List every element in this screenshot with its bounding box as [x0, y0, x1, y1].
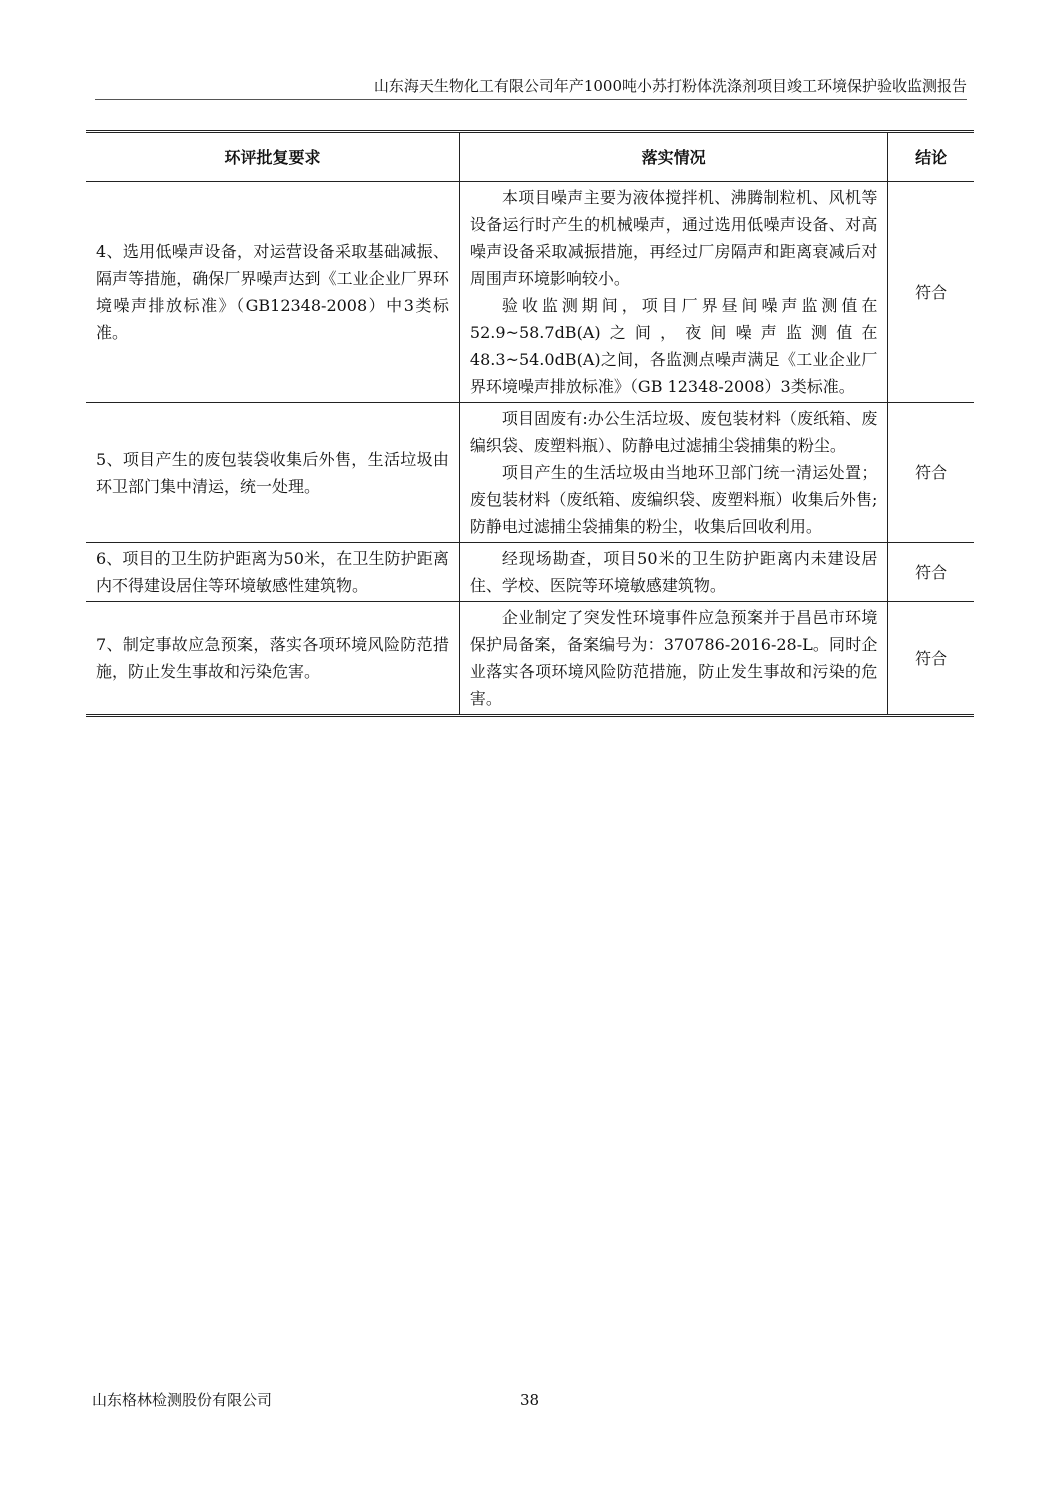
implementation-cell: [459, 602, 887, 716]
result-cell: 符合: [888, 182, 974, 403]
implementation-cell: [459, 403, 887, 543]
requirement-cell: 7、制定事故应急预案，落实各项环境风险防范措施，防止发生事故和污染危害。: [86, 602, 459, 716]
implementation-cell: [459, 543, 887, 602]
table-row: [86, 543, 974, 602]
result-cell: 符合: [888, 403, 974, 543]
implementation-paragraph: 项目固废有:办公生活垃圾、废包装材料（废纸箱、废编织袋、废塑料瓶）、防静电过滤捕尘袋捕集的粉尘。: [469, 409, 878, 455]
table-row: [86, 182, 974, 403]
implementation-paragraph: 项目产生的生活垃圾由当地环卫部门统一清运处置；废包装材料（废纸箱、废编织袋、废塑料瓶）收集后外售;防静电过滤捕尘袋捕集的粉尘，收集后回收利用。: [469, 463, 878, 536]
requirement-cell: 5、项目产生的废包装袋收集后外售，生活垃圾由环卫部门集中清运，统一处理。: [86, 403, 459, 543]
table-header-row: [86, 132, 974, 182]
column-header-result: 结论: [888, 132, 974, 182]
table-row: [86, 403, 974, 543]
footer-company-name: 山东格林检测股份有限公司: [92, 1391, 273, 1409]
header-divider: [95, 99, 967, 100]
implementation-paragraph: 企业制定了突发性环境事件应急预案并于昌邑市环境保护局备案，备案编号为：370786-2016-28-L。同时企业落实各项环境风险防范措施，防止发生事故和污染的危害。: [469, 608, 878, 708]
implementation-paragraph: 验收监测期间，项目厂界昼间噪声监测值在52.9~58.7dB(A)之间，夜间噪声监测值在48.3~54.0dB(A)之间，各监测点噪声满足《工业企业厂界环境噪声排放标准》（GB 12348-2008）3类标准。: [469, 296, 878, 396]
implementation-paragraph: 经现场勘查，项目50米的卫生防护距离内未建设居住、学校、医院等环境敏感建筑物。: [469, 549, 878, 595]
implementation-paragraph: 本项目噪声主要为液体搅拌机、沸腾制粒机、风机等设备运行时产生的机械噪声，通过选用低噪声设备、对高噪声设备采取减振措施，再经过厂房隔声和距离衰减后对周围声环境影响较小。: [469, 188, 878, 288]
report-header-title: 山东海天生物化工有限公司年产1000吨小苏打粉体洗涤剂项目竣工环境保护验收监测报告: [373, 77, 967, 95]
implementation-cell: [459, 182, 887, 403]
requirement-cell: 6、项目的卫生防护距离为50米，在卫生防护距离内不得建设居住等环境敏感性建筑物。: [86, 543, 459, 602]
result-cell: 符合: [888, 543, 974, 602]
page-number: 38: [520, 1391, 540, 1409]
table-row: [86, 602, 974, 716]
result-cell: 符合: [888, 602, 974, 716]
requirement-cell: 4、选用低噪声设备，对运营设备采取基础减振、隔声等措施，确保厂界噪声达到《工业企业厂界环境噪声排放标准》（GB12348-2008）中3类标准。: [86, 182, 459, 403]
column-header-implementation: 落实情况: [459, 132, 887, 182]
column-header-requirement: 环评批复要求: [86, 132, 459, 182]
approval-compliance-table: [86, 130, 974, 717]
